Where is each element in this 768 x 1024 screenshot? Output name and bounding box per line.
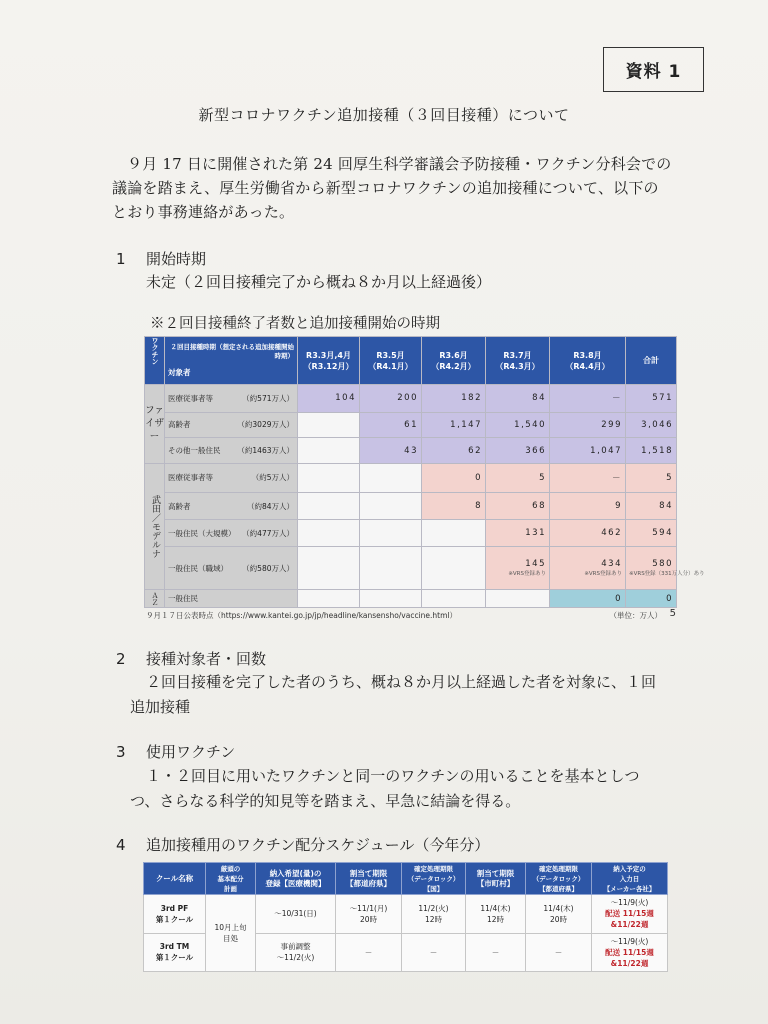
schedule-cell: － [402,933,466,972]
empty-cell [298,520,360,547]
schedule-col-header: クール名称 [144,863,206,895]
distribution-schedule-table [143,862,668,972]
schedule-cell: － [466,933,526,972]
col-header: R3.5月 （R4.1月） [360,337,422,385]
value-cell: 366 [486,438,550,464]
total-cell: 3,046 [626,412,677,438]
target-cell: 一般住民（大規模） （約477万人） [165,520,298,547]
section-number: 3 [116,743,126,761]
schedule-cell: － [336,933,402,972]
total-cell: 1,518 [626,438,677,464]
empty-cell [298,463,360,492]
value-cell: 0 [550,590,626,608]
body-line: １・２回目に用いたワクチンと同一のワクチンの用いることを基本としつ [146,767,640,785]
section-1-body: 未定（２回目接種完了から概ね８か月以上経過後） [146,273,492,291]
total-cell: 0 [626,590,677,608]
intro-line: 議論を踏まえ、厚生労働省から新型コロナワクチンの追加接種について、以下の [112,179,659,197]
group-az: ＡＺ [145,590,165,608]
empty-cell [422,520,486,547]
empty-cell [360,493,422,520]
section-3-body [130,764,640,814]
target-cell: 医療従事者等 （約571万人） [165,385,298,413]
plan-cell: 10月上旬 目処 [206,895,256,972]
intro-paragraph [112,152,672,224]
schedule-cell: ～11/9(火) 配送 11/15週 &11/22週 [592,933,668,972]
empty-cell [360,463,422,492]
section-1-heading [116,248,206,269]
schedule-col-header: 納入希望(量)の 登録【医療機関】 [256,863,336,895]
section-2-heading [116,648,266,669]
empty-cell [298,412,360,438]
table-row [145,520,677,547]
value-cell: 8 [422,493,486,520]
body-line: つ、さらなる科学的知見等を踏まえ、早急に結論を得る。 [130,792,521,810]
document-label: 資料 1 [603,47,704,92]
target-cell: その他一般住民 （約1463万人） [165,438,298,464]
section-number: 4 [116,836,126,854]
empty-cell [360,547,422,590]
schedule-cell: ～10/31(日) [256,895,336,934]
schedule-col-header: 納入予定の 入力日 【メーカー各社】 [592,863,668,895]
schedule-cell: － [526,933,592,972]
value-cell: 131 [486,520,550,547]
col-header: R3.7月 （R4.3月） [486,337,550,385]
corner-target: 対象者 [168,368,191,377]
schedule-col-header: 確定処理期限 （データロック） 【都道府県】 [526,863,592,895]
col-header: R3.3月,4月 （R3.12月） [298,337,360,385]
course-name: 3rd PF 第１クール [144,895,206,934]
empty-cell [298,438,360,464]
table-row [145,590,677,608]
intro-line: ９月 17 日に開催された第 24 回厚生科学審議会予防接種・ワクチン分科会での [127,155,672,173]
slide-page-number: 5 [669,608,676,619]
empty-cell [422,547,486,590]
total-cell: 5 [626,463,677,492]
target-cell: 一般住民（職域） （約580万人） [165,547,298,590]
value-cell: 68 [486,493,550,520]
empty-cell [360,520,422,547]
section-title: 追加接種用のワクチン配分スケジュール（今年分） [146,836,490,854]
value-cell: 5 [486,463,550,492]
empty-cell [486,590,550,608]
corner-cell [165,337,298,385]
value-cell: 145 ※VRS登録あり [486,547,550,590]
total-cell: 594 [626,520,677,547]
table-source [146,610,676,621]
value-cell: 1,047 [550,438,626,464]
value-cell: 200 [360,385,422,413]
value-cell: 9 [550,493,626,520]
schedule-col-header: 厳頭の 基本配分 計画 [206,863,256,895]
section-4-heading [116,834,489,855]
schedule-cell: 11/4(木) 12時 [466,895,526,934]
target-cell: 高齢者 （約3029万人） [165,412,298,438]
table-row [145,438,677,464]
schedule-col-header: 確定処理期限 （データロック） 【国】 [402,863,466,895]
value-cell: － [550,385,626,413]
value-cell: 1,147 [422,412,486,438]
empty-cell [298,590,360,608]
value-cell: 61 [360,412,422,438]
col-header: R3.8月 （R4.4月） [550,337,626,385]
table-row [145,412,677,438]
value-cell: 182 [422,385,486,413]
table-header-row [145,337,677,385]
section-3-heading [116,741,235,762]
source-text: ９月１７日公表時点（https://www.kantei.go.jp/jp/headline/kansensho/vaccine.html） [146,611,458,620]
schedule-cell: 11/2(火) 12時 [402,895,466,934]
vaccination-table [144,336,705,608]
schedule-col-header: 割当て期限 【市町村】 [466,863,526,895]
table-row [145,493,677,520]
corner-period: ２回目接種時期（想定される追加接種開始時期） [170,343,294,360]
section-2-body [130,670,656,720]
schedule-cell: ～11/1(月) 20時 [336,895,402,934]
table-row [145,547,677,590]
schedule-cell: 事前調整 ～11/2(火) [256,933,336,972]
schedule-row [144,895,668,934]
value-cell: 84 [486,385,550,413]
intro-line: とおり事務連絡があった。 [112,203,295,221]
value-cell: 462 [550,520,626,547]
total-cell: 571 [626,385,677,413]
schedule-header-row [144,863,668,895]
body-line: ２回目接種を完了した者のうち、概ね８か月以上経過した者を対象に、１回 [146,673,657,691]
target-cell: 一般住民 [165,590,298,608]
group-moderna: 武田／モデルナ [145,463,165,589]
value-cell: 1,540 [486,412,550,438]
section-title: 接種対象者・回数 [146,650,267,668]
value-cell: 0 [422,463,486,492]
body-line: 追加接種 [130,698,191,716]
unit-text: （単位：万人） [609,611,662,620]
target-cell: 医療従事者等 （約5万人） [165,463,298,492]
empty-cell [298,493,360,520]
table-row [145,463,677,492]
value-cell: 299 [550,412,626,438]
section-title: 開始時期 [146,250,207,268]
corner-vaccine: ワクチン [145,337,165,385]
schedule-cell: ～11/9(火) 配送 11/15週 &11/22週 [592,895,668,934]
section-title: 使用ワクチン [146,743,236,761]
table-row [145,385,677,413]
section-number: 1 [116,250,126,268]
section-number: 2 [116,650,126,668]
value-cell: 104 [298,385,360,413]
col-header: R3.6月 （R4.2月） [422,337,486,385]
target-cell: 高齢者 （約84万人） [165,493,298,520]
value-cell: 62 [422,438,486,464]
empty-cell [422,590,486,608]
group-pfizer: ファイザー [145,385,165,464]
document-title: 新型コロナワクチン追加接種（３回目接種）について [198,106,570,124]
table-note: ※２回目接種終了者数と追加接種開始の時期 [150,316,440,332]
value-cell: － [550,463,626,492]
col-header: 合計 [626,337,677,385]
schedule-col-header: 割当て期限 【都道府県】 [336,863,402,895]
empty-cell [298,547,360,590]
schedule-cell: 11/4(木) 20時 [526,895,592,934]
course-name: 3rd TM 第１クール [144,933,206,972]
value-cell: 43 [360,438,422,464]
empty-cell [360,590,422,608]
value-cell: 434 ※VRS登録あり [550,547,626,590]
total-cell: 580 ※VRS登録（331万人分）あり [626,547,677,590]
total-cell: 84 [626,493,677,520]
